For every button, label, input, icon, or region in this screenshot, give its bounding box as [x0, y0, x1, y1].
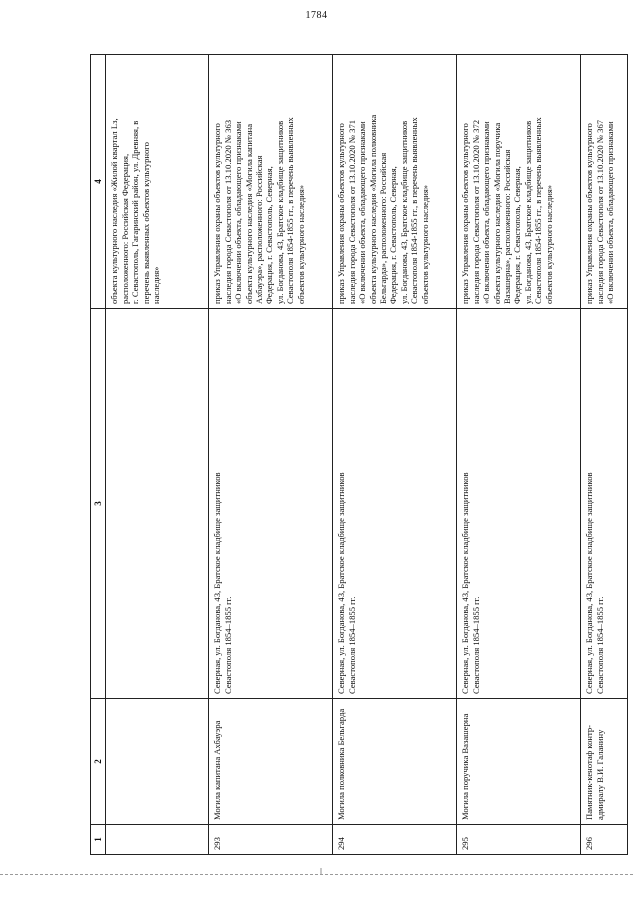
text-line: Федерация, г. Севастополь, Северная, [512, 166, 523, 304]
cell-number: 296 [581, 825, 628, 855]
text-line: наследия» [151, 266, 162, 304]
text-line: Севастополя 1854–1855 гг. [222, 596, 233, 694]
text-line: Северная, ул. Богданова, 43, Братское кладбище защитников [212, 472, 223, 694]
cell-empty [106, 699, 209, 825]
cell-location [457, 309, 581, 699]
cell-document [333, 55, 457, 309]
cell-name [581, 699, 628, 825]
text-line: Памятник-кенотаф контр- [584, 724, 595, 820]
text-line: объекта культурного наследия «Могила капитана [243, 123, 254, 304]
cell-name: Могила полковника Бельгарда [333, 699, 457, 825]
cell-document [457, 55, 581, 309]
text-line: объектов культурного наследия» [543, 184, 554, 304]
cell-document [106, 55, 209, 309]
cell-location [209, 309, 333, 699]
text-line: «О включении объекта, обладающего признаками [233, 121, 244, 304]
text-line: объекта культурного наследия «Могила поручика [491, 122, 502, 304]
text-line: объекта культурного наследия «Жилой квартал Lз, [109, 118, 120, 304]
text-line: Ахбауэра», расположенного: Российская [254, 155, 265, 304]
text-line: ул. Богданова, 43, Братское кладбище защитников [274, 120, 285, 304]
cell-number: 295 [457, 825, 581, 855]
text-line: приказ Управления охраны объектов культурного [460, 123, 471, 304]
text-line: расположенного: Российская Федерация, [119, 153, 130, 304]
text-line: Севастополя 1854–1855 гг. [346, 596, 357, 694]
register-table-container [90, 55, 616, 855]
text-line: приказ Управления охраны объектов культурного [212, 123, 223, 304]
cell-location [581, 309, 628, 699]
text-line: приказ Управления охраны объектов культурного [336, 123, 347, 304]
text-line: г. Севастополь, Гагаринский район, ул. Древняя, в [130, 120, 141, 304]
text-line: Северная, ул. Богданова, 43, Братское кладбище защитников [460, 472, 471, 694]
text-line: Бельгарда», расположенного: Российская [378, 152, 389, 304]
text-line: наследия города Севастополя от 13.10.2020 № 367 [594, 119, 605, 304]
header-col-1: 1 [91, 825, 106, 855]
text-line: Севастополя 1854-1855 гг., в перечень выявленных [533, 117, 544, 304]
cell-number: 293 [209, 825, 333, 855]
cell-name: Могила поручика Вазашерна [457, 699, 581, 825]
cell-document [581, 55, 628, 309]
text-line: наследия города Севастополя от 13.10.2020 № 371 [346, 119, 357, 304]
scan-edge-line [0, 874, 633, 876]
text-line: объекта культурного наследия «Могила полковника [367, 114, 378, 304]
table-row [457, 55, 581, 855]
text-line: Северная, ул. Богданова, 43, Братское кладбище защитников [336, 472, 347, 694]
scan-artifact [320, 868, 322, 874]
header-col-4: 4 [91, 55, 106, 309]
text-line: объектов культурного наследия» [295, 184, 306, 304]
table-row [581, 55, 628, 855]
text-line: наследия города Севастополя от 13.10.2020 № 372 [470, 119, 481, 304]
table-row [209, 55, 333, 855]
cell-empty [106, 825, 209, 855]
register-table [90, 54, 628, 855]
table-row-continuation [106, 55, 209, 855]
text-line: Федерация, г. Севастополь, Северная, [388, 166, 399, 304]
header-col-3: 3 [91, 309, 106, 699]
text-line: Севастополя 1854-1855 гг., в перечень выявленных [285, 117, 296, 304]
text-line: объектов культурного наследия» [419, 184, 430, 304]
text-line: «О включении объекта, обладающего признаками [357, 121, 368, 304]
text-line: Севастополя 1854-1855 гг., в перечень выявленных [409, 117, 420, 304]
text-line: Севастополя 1854–1855 гг. [594, 596, 605, 694]
text-line: перечень выявленных объектов культурного [140, 142, 151, 304]
text-line: наследия города Севастополя от 13.10.2020 № 363 [222, 119, 233, 304]
text-line: Севастополя 1854–1855 гг. [470, 596, 481, 694]
text-line: ул. Богданова, 43, Братское кладбище защитников [522, 120, 533, 304]
page-number: 1784 [305, 10, 328, 21]
cell-number: 294 [333, 825, 457, 855]
cell-document [209, 55, 333, 309]
text-line: Вазашерна», расположенного: Российская [502, 149, 513, 304]
text-line: «О включении объекта, обладающего признаками [481, 121, 492, 304]
cell-name: Могила капитана Ахбауэра [209, 699, 333, 825]
cell-location [333, 309, 457, 699]
text-line: Северная, ул. Богданова, 43, Братское кладбище защитников [584, 472, 595, 694]
text-line: ул. Богданова, 43, Братское кладбище защитников [398, 120, 409, 304]
cell-empty [106, 309, 209, 699]
text-line: Федерация, г. Севастополь, Северная, [264, 166, 275, 304]
text-line: приказ Управления охраны объектов культурного [584, 123, 595, 304]
text-line: «О включении объекта, обладающего признаками [605, 121, 616, 304]
text-line: адмиралу В.И. Галанину [594, 729, 605, 820]
header-col-2: 2 [91, 699, 106, 825]
header-row [91, 55, 106, 855]
table-row [333, 55, 457, 855]
rotated-page [90, 55, 616, 855]
